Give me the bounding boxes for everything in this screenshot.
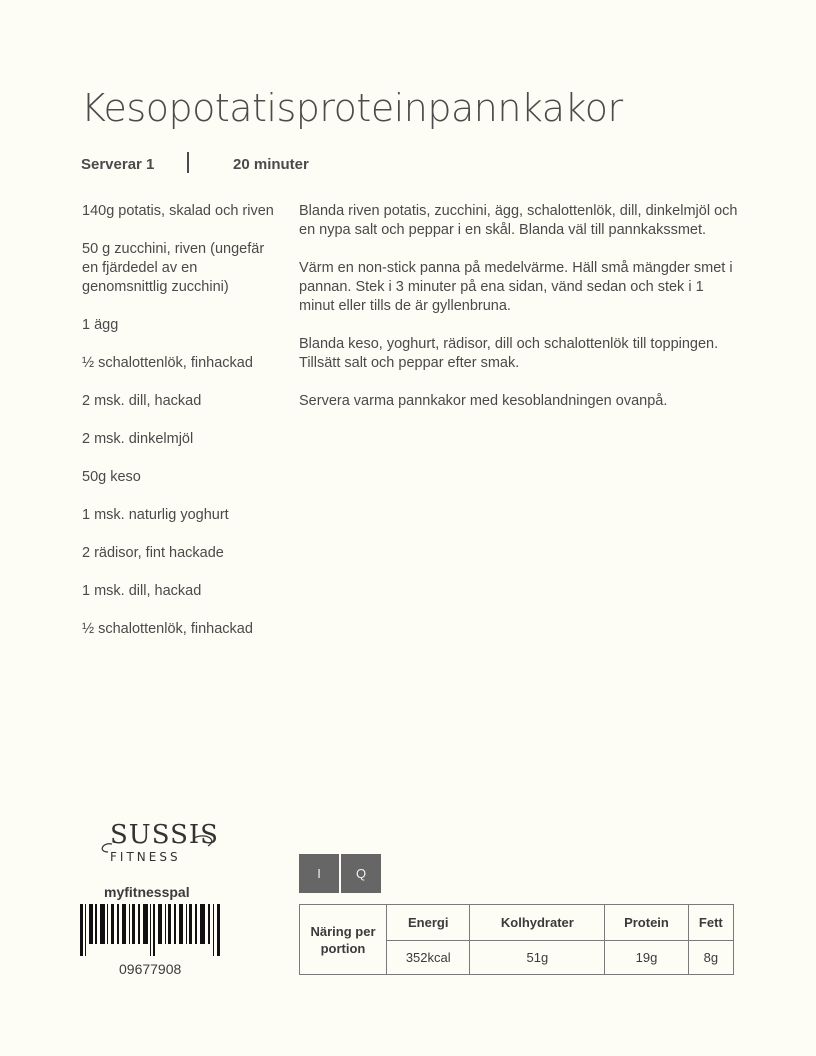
- table-row: [300, 905, 734, 941]
- ingredient-item: 50g keso: [82, 469, 141, 485]
- ingredient-item: 50 g zucchini, riven (ungefär en fjärdedel av en genomsnittlig zucchini): [82, 241, 265, 295]
- format-button-i[interactable]: I: [299, 854, 339, 893]
- time-label: 20 minuter: [233, 156, 309, 173]
- ingredient-list: [82, 202, 282, 658]
- ingredient-item: 2 msk. dill, hackad: [82, 393, 202, 409]
- barcode-number: 09677908: [119, 961, 182, 977]
- nutrition-header-fat: Fett: [688, 905, 733, 941]
- nutrition-header-energy: Energi: [387, 905, 470, 941]
- nutrition-value-protein: 19g: [605, 941, 688, 975]
- nutrition-row-header: Näring per portion: [300, 905, 387, 975]
- servings-label: Serverar 1: [81, 156, 155, 173]
- nutrition-value-carbs: 51g: [470, 941, 605, 975]
- recipe-title: Kesopotatisproteinpannkakor: [81, 86, 623, 130]
- instruction-step: Blanda keso, yoghurt, rädisor, dill och schalottenlök till toppingen. Tillsätt salt och peppar efter smak.: [299, 336, 719, 371]
- instructions: [299, 202, 739, 430]
- nutrition-table: [299, 904, 734, 975]
- ingredient-item: 2 msk. dinkelmjöl: [82, 431, 194, 447]
- nutrition-value-fat: 8g: [688, 941, 733, 975]
- ingredient-item: 2 rädisor, fint hackade: [82, 545, 224, 561]
- ingredient-item: ½ schalottenlök, finhackad: [82, 355, 253, 371]
- nutrition-header-carbs: Kolhydrater: [470, 905, 605, 941]
- logo-text: SUSSIS: [110, 820, 219, 850]
- instruction-step: Värm en non-stick panna på medelvärme. Häll små mängder smet i pannan. Stek i 3 minuter på ena sidan, vänd sedan och stek i 1 minut eller tills de är gyllenbruna.: [299, 260, 733, 314]
- instruction-step: Servera varma pannkakor med kesoblandningen ovanpå.: [299, 393, 668, 409]
- nutrition-value-energy: 352kcal: [387, 941, 470, 975]
- ingredient-item: ½ schalottenlök, finhackad: [82, 621, 253, 637]
- mfp-label: myfitnesspal: [104, 884, 190, 900]
- ingredient-item: 1 msk. dill, hackad: [82, 583, 202, 599]
- ingredient-item: 1 msk. naturlig yoghurt: [82, 507, 229, 523]
- instruction-step: Blanda riven potatis, zucchini, ägg, schalottenlök, dill, dinkelmjöl och en nypa salt och peppar i en skål. Blanda väl till pannkakssmet.: [299, 203, 738, 238]
- nutrition-header-protein: Protein: [605, 905, 688, 941]
- format-button-q[interactable]: Q: [341, 854, 381, 893]
- ingredient-item: 1 ägg: [82, 317, 119, 333]
- meta-divider: [187, 152, 189, 173]
- ingredient-item: 140g potatis, skalad och riven: [82, 203, 274, 219]
- logo-subtext: FITNESS: [110, 850, 181, 864]
- brand-logo: [94, 820, 219, 868]
- barcode-icon: [80, 904, 222, 956]
